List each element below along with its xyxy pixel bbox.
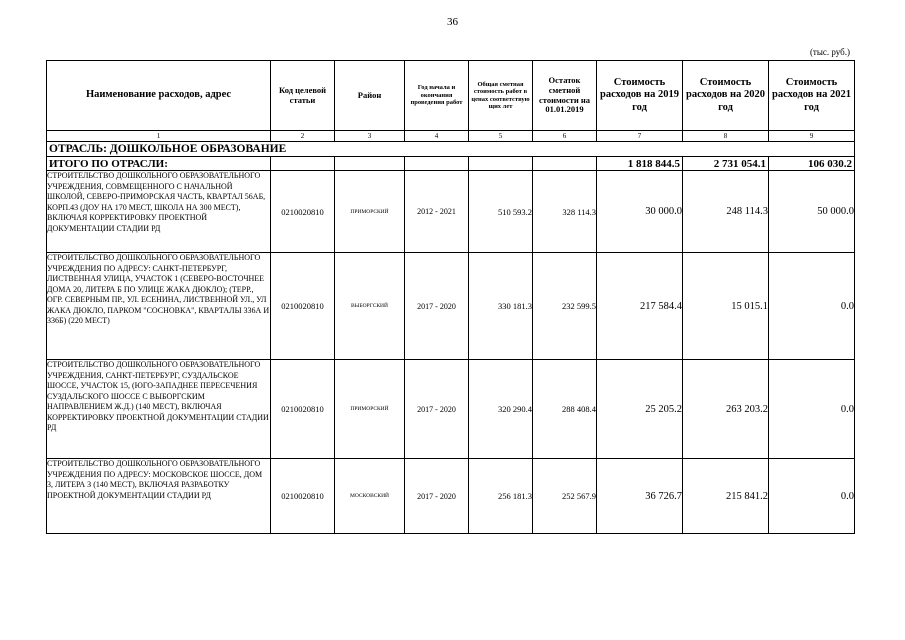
cost-2021: 0.0 xyxy=(769,360,855,459)
district: ПРИМОРСКИЙ xyxy=(335,171,405,253)
expense-name: СТРОИТЕЛЬСТВО ДОШКОЛЬНОГО ОБРАЗОВАТЕЛЬНОГО УЧРЕЖДЕНИЯ ПО АДРЕСУ: МОСКОВСКОЕ ШОССЕ, ДОМ 3, ЛИТЕРА З (140 МЕСТ), ВКЛЮЧАЯ РАЗРАБОТКУ ПРОЕКТНОЙ ДОКУМЕНТАЦИИ СТАДИИ РД xyxy=(47,459,271,534)
work-period: 2017 - 2020 xyxy=(405,360,469,459)
header-remainder: Остаток сметной стоимости на 01.01.2019 xyxy=(533,61,597,131)
header-cost-2021: Стоимость расходов на 2021 год xyxy=(769,61,855,131)
cost-2020: 15 015.1 xyxy=(683,253,769,360)
column-number: 6 xyxy=(533,131,597,142)
column-number: 9 xyxy=(769,131,855,142)
column-number: 7 xyxy=(597,131,683,142)
column-number: 8 xyxy=(683,131,769,142)
table-row xyxy=(47,171,855,253)
work-period: 2017 - 2020 xyxy=(405,459,469,534)
header-name: Наименование расходов, адрес xyxy=(47,61,271,131)
work-period: 2012 - 2021 xyxy=(405,171,469,253)
header-cost-2020: Стоимость расходов на 2020 год xyxy=(683,61,769,131)
column-number: 5 xyxy=(469,131,533,142)
header-cost-2019: Стоимость расходов на 2019 год xyxy=(597,61,683,131)
cost-2021: 50 000.0 xyxy=(769,171,855,253)
header-district: Район xyxy=(335,61,405,131)
budget-table xyxy=(46,60,855,534)
column-number: 1 xyxy=(47,131,271,142)
table-row xyxy=(47,459,855,534)
units-note: (тыс. руб.) xyxy=(809,47,850,57)
cost-2019: 36 726.7 xyxy=(597,459,683,534)
total-cost: 330 181.3 xyxy=(469,253,533,360)
table-row xyxy=(47,360,855,459)
target-code: 0210020810 xyxy=(271,459,335,534)
table-row xyxy=(47,253,855,360)
cost-2021: 0.0 xyxy=(769,253,855,360)
remainder: 288 408.4 xyxy=(533,360,597,459)
remainder: 252 567.9 xyxy=(533,459,597,534)
cost-2019: 30 000.0 xyxy=(597,171,683,253)
total-cost-2019: 1 818 844.5 xyxy=(597,157,683,171)
cost-2021: 0.0 xyxy=(769,459,855,534)
column-number-row xyxy=(47,131,855,142)
total-row xyxy=(47,157,855,171)
district: ПРИМОРСКИЙ xyxy=(335,360,405,459)
target-code: 0210020810 xyxy=(271,253,335,360)
header-row xyxy=(47,61,855,131)
section-row xyxy=(47,142,855,157)
header-code: Код целевой статьи xyxy=(271,61,335,131)
expense-name: СТРОИТЕЛЬСТВО ДОШКОЛЬНОГО ОБРАЗОВАТЕЛЬНОГО УЧРЕЖДЕНИЯ, САНКТ-ПЕТЕРБУРГ, СУЗДАЛЬСКОЕ ШОССЕ, УЧАСТОК 15, (ЮГО-ЗАПАДНЕЕ ПЕРЕСЕЧЕНИЯ СУЗДАЛЬСКОГО ШОССЕ С ВЫБОРГСКИМ НАПРАВЛЕНИЕМ Ж.Д.) (140 МЕСТ), ВКЛЮЧАЯ КОРРЕКТИРОВКУ ПРОЕКТНОЙ ДОКУМЕНТАЦИИ СТАДИИ РД xyxy=(47,360,271,459)
column-number: 2 xyxy=(271,131,335,142)
district: ВЫБОРГСКИЙ xyxy=(335,253,405,360)
target-code: 0210020810 xyxy=(271,360,335,459)
remainder: 328 114.3 xyxy=(533,171,597,253)
cost-2020: 215 841.2 xyxy=(683,459,769,534)
total-cost: 256 181.3 xyxy=(469,459,533,534)
header-total-cost: Общая сметная стоимость работ в ценах соответствую щих лет xyxy=(469,61,533,131)
expense-name: СТРОИТЕЛЬСТВО ДОШКОЛЬНОГО ОБРАЗОВАТЕЛЬНОГО УЧРЕЖДЕНИЯ ПО АДРЕСУ: САНКТ-ПЕТЕРБУРГ, ЛИСТВЕННАЯ УЛИЦА, УЧАСТОК 1 (СЕВЕРО-ВОСТОЧНЕЕ ДОМА 20, ЛИТЕРА Б ПО УЛИЦЕ ЖАКА ДЮКЛО); (ТЕРР., ОГР. СЕВЕРНЫМ ПР., УЛ. ЕСЕНИНА, ЛИСТВЕННОЙ УЛ., УЛ ЖАКА ДЮКЛО, ПАРКОМ "СОСНОВКА", КВАРТАЛЫ 336А И 336Б) (220 МЕСТ) xyxy=(47,253,271,360)
cost-2020: 263 203.2 xyxy=(683,360,769,459)
header-period: Год начала и окончания проведения работ xyxy=(405,61,469,131)
total-cost: 510 593.2 xyxy=(469,171,533,253)
target-code: 0210020810 xyxy=(271,171,335,253)
district: МОСКОВСКИЙ xyxy=(335,459,405,534)
expense-name: СТРОИТЕЛЬСТВО ДОШКОЛЬНОГО ОБРАЗОВАТЕЛЬНОГО УЧРЕЖДЕНИЯ, СОВМЕЩЕННОГО С НАЧАЛЬНОЙ ШКОЛОЙ, СЕВЕРО-ПРИМОРСКАЯ ЧАСТЬ, КВАРТАЛ 56АБ, КОРП.43 (ДОУ НА 170 МЕСТ, ШКОЛА НА 300 МЕСТ), ВКЛЮЧАЯ КОРРЕКТИРОВКУ ПРОЕКТНОЙ ДОКУМЕНТАЦИИ СТАДИИ РД xyxy=(47,171,271,253)
page-number: 36 xyxy=(447,16,458,28)
column-number: 3 xyxy=(335,131,405,142)
cost-2020: 248 114.3 xyxy=(683,171,769,253)
cost-2019: 217 584.4 xyxy=(597,253,683,360)
total-cost-2021: 106 030.2 xyxy=(769,157,855,171)
cost-2019: 25 205.2 xyxy=(597,360,683,459)
work-period: 2017 - 2020 xyxy=(405,253,469,360)
total-cost-2020: 2 731 054.1 xyxy=(683,157,769,171)
remainder: 232 599.5 xyxy=(533,253,597,360)
section-title: ОТРАСЛЬ: ДОШКОЛЬНОЕ ОБРАЗОВАНИЕ xyxy=(47,142,855,157)
total-label: ИТОГО ПО ОТРАСЛИ: xyxy=(47,157,271,171)
total-cost: 320 290.4 xyxy=(469,360,533,459)
column-number: 4 xyxy=(405,131,469,142)
